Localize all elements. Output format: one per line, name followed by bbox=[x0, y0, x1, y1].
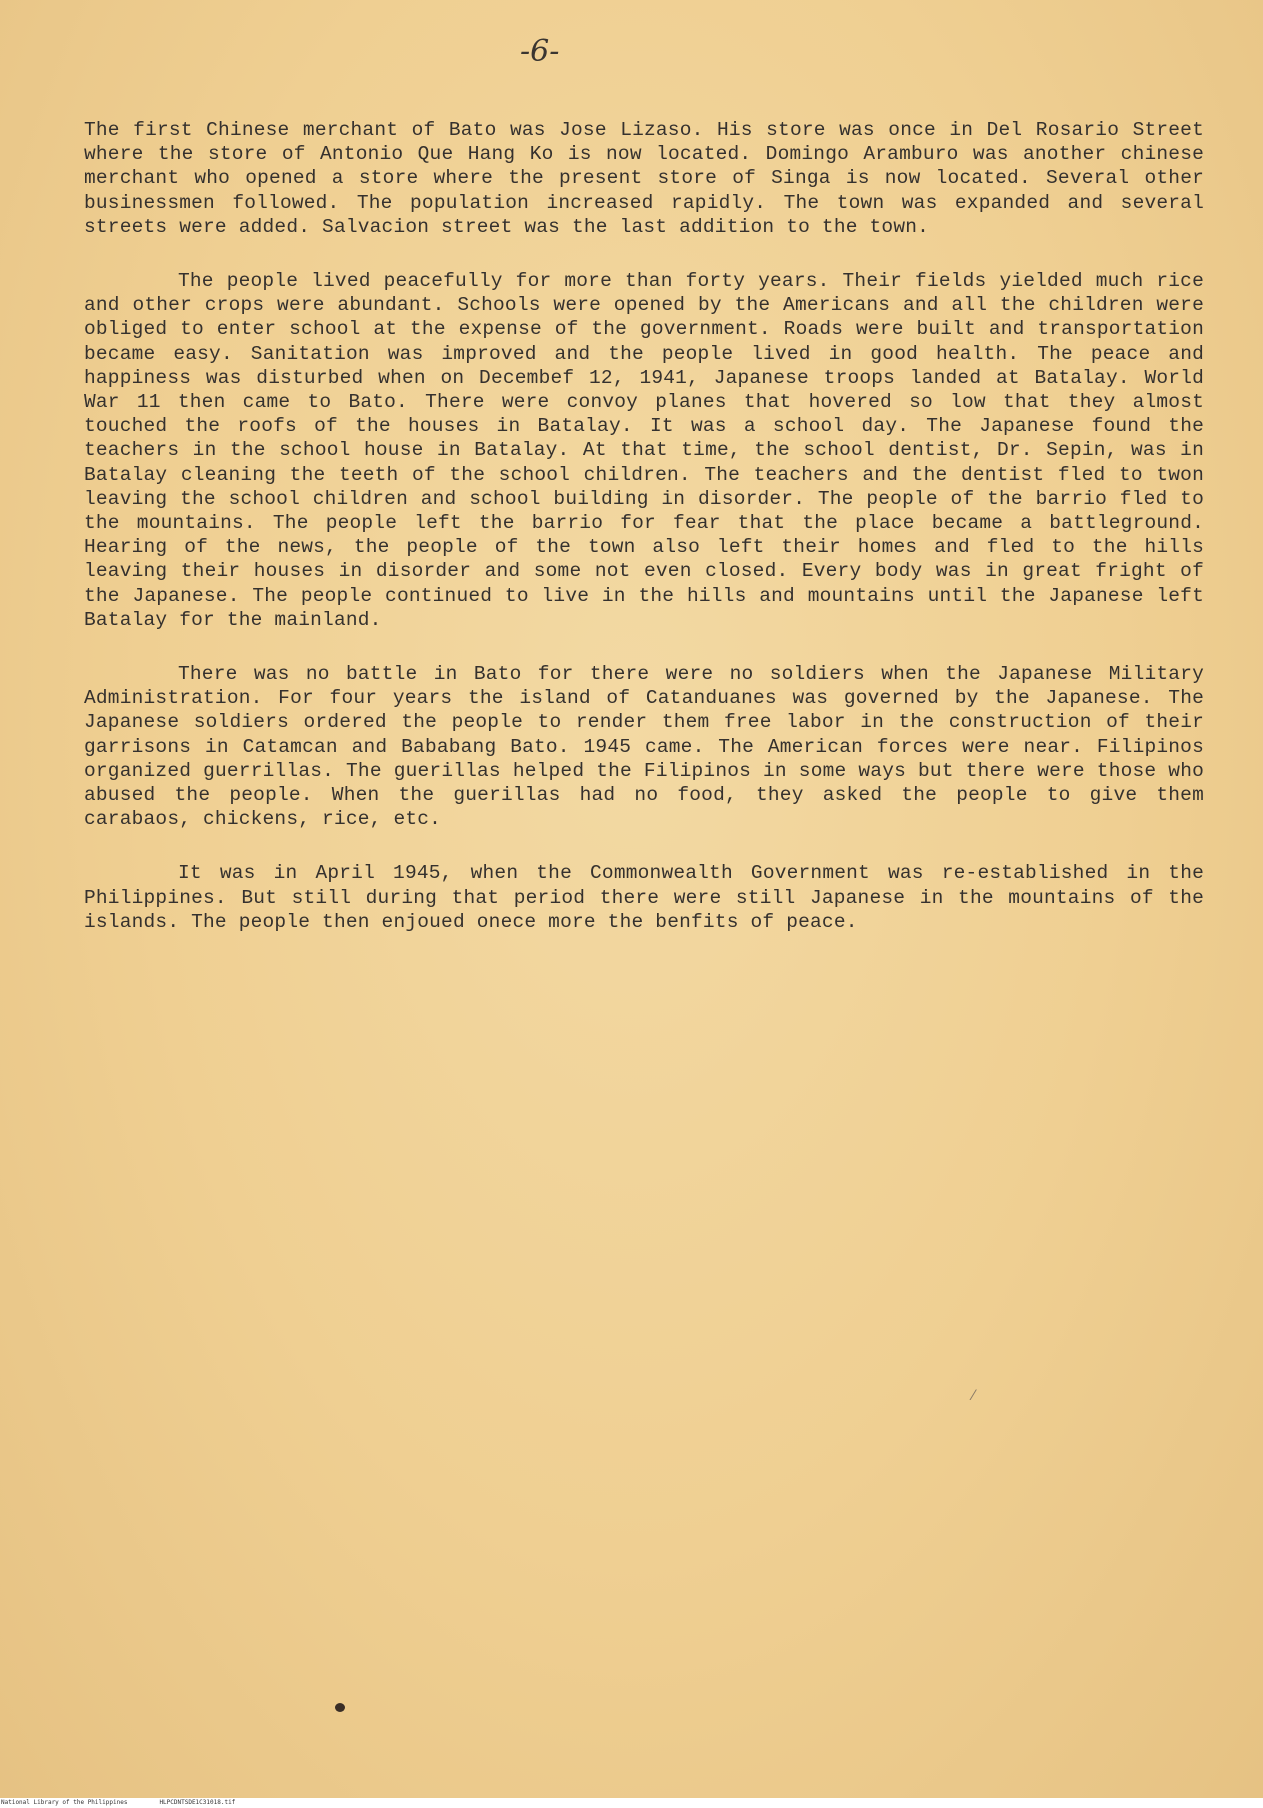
paragraph-liberation: It was in April 1945, when the Commonwealth Government was re-established in the Philippines. But still during that period there were still Japanese in the mountains of the islands. The people then enjoued onece more the benfits of peace. bbox=[84, 862, 1204, 933]
footer-file-id: HLPCDNTSDE1C31018.tif bbox=[159, 1799, 236, 1806]
footer-library: National Library of the Philippines bbox=[1, 1799, 128, 1806]
paragraph-merchants: The first Chinese merchant of Bato was Jose Lizaso. His store was once in Del Rosario Street where the store of Antonio Que Hang Ko is now located. Domingo Aramburo was another chinese merchant who opened a store where the present store of Singa is now located. Several other businessmen followed. The population increased rapidly. The town was expanded and several streets were added. Salvacion street was the last addition to the town. bbox=[84, 119, 1204, 238]
ink-dot bbox=[335, 1703, 345, 1712]
pencil-mark: ⁄ bbox=[972, 1388, 975, 1404]
scan-footer bbox=[0, 1798, 1263, 1808]
paragraph-war: The people lived peacefully for more than forty years. Their fields yielded much rice and other crops were abundant. Schools were opened by the Americans and all the children were obliged to enter school at the expense of the government. Roads were built and transportation became easy. Sanitation was improved and the people lived in good health. The peace and happiness was disturbed when on Decembef 12, 1941, Japanese troops landed at Batalay. World War 11 then came to Bato. There were convoy planes that hovered so low that they almost touched the roofs of the houses in Batalay. It was a school day. The Japanese found the teachers in the school house in Batalay. At that time, the school dentist, Dr. Sepin, was in Batalay cleaning the teeth of the school children. The teachers and the dentist fled to twon leaving the school children and school building in disorder. The people of the barrio fled to the mountains. The people left the barrio for fear that the place became a battleground. Hearing of the news, the people of the town also left their homes and fled to the hills leaving their houses in disorder and some not even closed. Every body was in great fright of the Japanese. The people continued to live in the hills and mountains until the Japanese left Batalay for the mainland. bbox=[84, 270, 1204, 631]
body-text bbox=[84, 118, 1204, 964]
page-number: -6- bbox=[520, 34, 560, 69]
paragraph-occupation: There was no battle in Bato for there were no soldiers when the Japanese Military Administration. For four years the island of Catanduanes was governed by the Japanese. The Japanese soldiers ordered the people to render them free labor in the construction of their garrisons in Catamcan and Bababang Bato. 1945 came. The American forces were near. Filipinos organized guerrillas. The guerillas helped the Filipinos in some ways but there were those who abused the people. When the guerillas had no food, they asked the people to give them carabaos, chickens, rice, etc. bbox=[84, 663, 1204, 831]
